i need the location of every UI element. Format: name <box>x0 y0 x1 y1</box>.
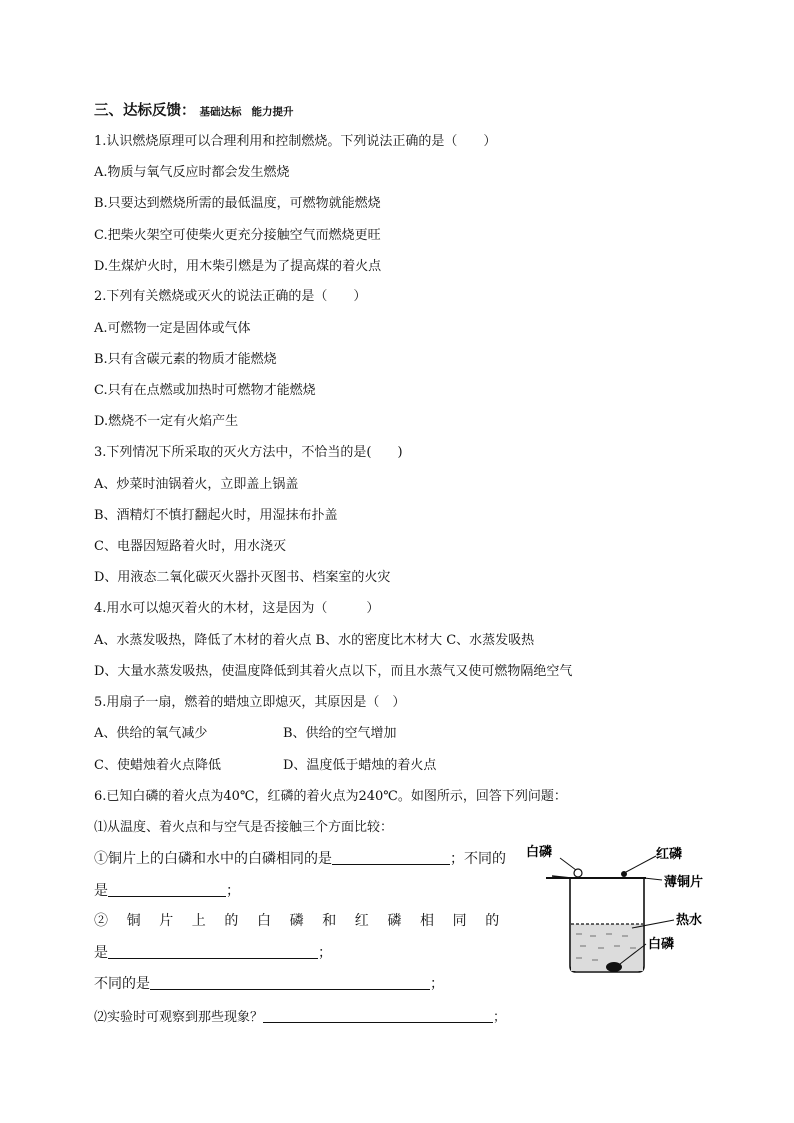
q1-option-d: D.生煤炉火时，用木柴引燃是为了提高煤的着火点 <box>94 259 382 274</box>
q1-option-c: C.把柴火架空可使柴火更充分接触空气而燃烧更旺 <box>94 228 381 243</box>
leader-red-p <box>626 856 656 872</box>
white-phosphorus-in-water <box>606 962 622 972</box>
answer-blank-1[interactable] <box>332 852 450 865</box>
answer-blank-3[interactable] <box>108 946 318 959</box>
q1-option-a: A.物质与氧气反应时都会发生燃烧 <box>94 165 290 180</box>
q4-options-abc: A、水蒸发吸热，降低了木材的着火点 B、水的密度比木材大 C、水蒸发吸热 <box>94 633 535 648</box>
q6-semicolon-2: ； <box>318 945 332 961</box>
section-heading <box>94 102 294 121</box>
q5-option-a: A、供给的氧气减少 <box>94 726 208 741</box>
q2-option-c: C.只有在点燃或加热时可燃物才能燃烧 <box>94 383 316 398</box>
q5-option-b: B、供给的空气增加 <box>283 726 397 741</box>
leader-copper <box>644 878 662 880</box>
q3-stem: 3.下列情况下所采取的灭火方法中，不恰当的是( ) <box>94 445 403 460</box>
q4-stem: 4.用水可以熄灭着火的木材，这是因为（ ） <box>94 601 380 616</box>
q3-option-c: C、电器因短路着火时，用水浇灭 <box>94 539 286 554</box>
section-sub-basic: 基础达标 <box>199 106 242 118</box>
label-red-p: 红磷 <box>656 847 683 862</box>
section-title: 三、达标反馈： <box>94 103 196 119</box>
q4-option-d: D、大量水蒸发吸热，使温度降低到其着火点以下，而且水蒸气又使可燃物隔绝空气 <box>94 664 573 679</box>
q6-semicolon-4: ； <box>493 1010 507 1025</box>
q6-semicolon-3: ； <box>430 976 444 992</box>
q6-diff-label: 不同的是 <box>94 976 150 992</box>
leader-white-p-top <box>560 858 576 870</box>
q6-item1-is: 是 <box>94 883 108 899</box>
q5-option-d: D、温度低于蜡烛的着火点 <box>283 758 437 773</box>
q2-option-b: B.只有含碳元素的物质才能燃烧 <box>94 352 277 367</box>
q6-semicolon-1: ； <box>226 883 240 899</box>
q6-item1-mid: ；不同的 <box>450 851 506 867</box>
q6-item2: ②铜片上的白磷和红磷相同的 <box>94 913 518 929</box>
label-copper: 薄铜片 <box>664 875 704 890</box>
hot-water-region <box>571 924 643 971</box>
q1-option-b: B.只要达到燃烧所需的最低温度，可燃物就能燃烧 <box>94 196 381 211</box>
q6-stem: 6.已知白磷的着火点为40℃，红磷的着火点为240℃。如图所示，回答下列问题： <box>94 789 567 804</box>
phosphorus-experiment-figure <box>520 840 720 980</box>
q1-stem: 1.认识燃烧原理可以合理利用和控制燃烧。下列说法正确的是（ ） <box>94 134 497 149</box>
q6-part2-label: ⑵实验时可观察到那些现象？ <box>94 1010 264 1025</box>
q6-item2-cont <box>94 944 332 962</box>
q6-part1: ⑴从温度、着火点和与空气是否接触三个方面比较： <box>94 820 394 835</box>
answer-blank-4[interactable] <box>150 977 430 990</box>
q5-option-c: C、使蜡烛着火点降低 <box>94 758 221 773</box>
q3-option-b: B、酒精灯不慎打翻起火时，用湿抹布扑盖 <box>94 508 338 523</box>
q3-option-d: D、用液态二氧化碳灭火器扑灭图书、档案室的火灾 <box>94 570 391 585</box>
q3-option-a: A、炒菜时油锅着火，立即盖上锅盖 <box>94 477 299 492</box>
q5-stem: 5.用扇子一扇，燃着的蜡烛立即熄灭，其原因是（ ） <box>94 695 406 710</box>
q6-item1-prefix: ①铜片上的白磷和水中的白磷相同的是 <box>94 851 332 867</box>
label-hot-water: 热水 <box>676 913 703 928</box>
q6-diff <box>94 975 444 993</box>
q2-option-d: D.燃烧不一定有火焰产生 <box>94 414 239 429</box>
q2-stem: 2.下列有关燃烧或灭火的说法正确的是（ ） <box>94 289 367 304</box>
answer-blank-5[interactable] <box>263 1010 493 1023</box>
answer-blank-2[interactable] <box>108 884 226 897</box>
white-phosphorus-on-plate <box>574 869 582 877</box>
q6-item1 <box>94 850 506 868</box>
label-white-p-bottom: 白磷 <box>648 937 675 952</box>
q6-item1-cont <box>94 882 240 900</box>
q6-item2-is: 是 <box>94 945 108 961</box>
section-sub-advanced: 能力提升 <box>251 106 294 118</box>
label-white-p-top: 白磷 <box>526 845 553 860</box>
q6-part2 <box>94 1009 506 1027</box>
q2-option-a: A.可燃物一定是固体或气体 <box>94 321 251 336</box>
